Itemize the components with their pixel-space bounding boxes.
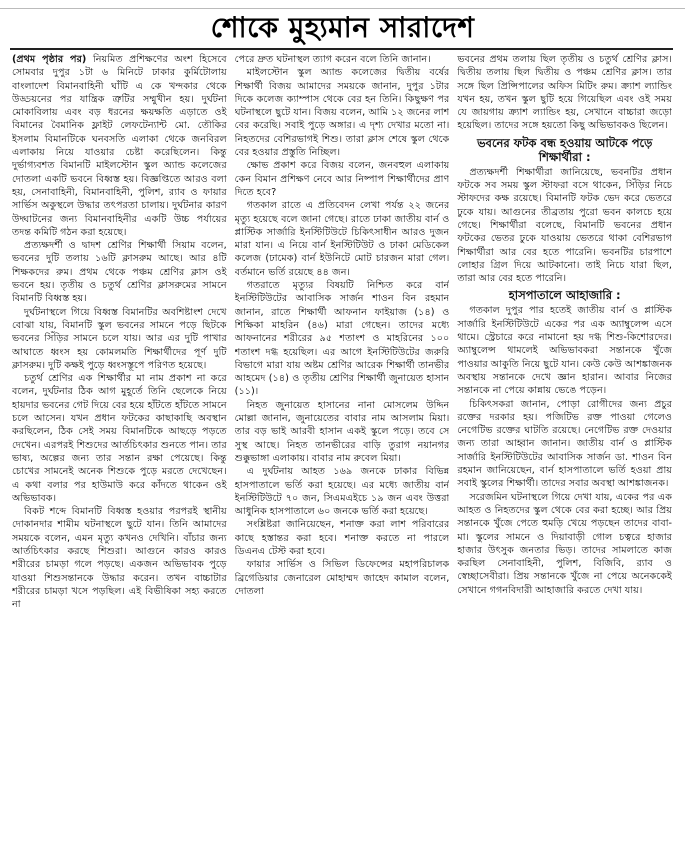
paragraph: মাইলস্টোন স্কুল অ্যান্ড কলেজের দ্বিতীয় বর্ষের শিক্ষার্থী বিজয় আমাদের সময়কে জানান, দুপুর ১টার দিকে কলেজ ক্যাম্পাস থেকে বের হন তিনি। কিছুক্ষণ পর ঘটনাস্থলে ছুটে যান। বিজয় বলেন, আমি ১২ জনের লাশ বের করেছি। সবাই পুড়ে অঙ্গার। এ দৃশ্য দেখার মতো না। নিহতদের বেশিরভাগই শিশু। তারা ক্লাস শেষে স্কুল থেকে বের হওয়ার প্রস্তুতি নিচ্ছিল। xyxy=(234,67,450,159)
article-body xyxy=(12,53,672,859)
paragraph: গতকাল দুপুর পার হতেই জাতীয় বার্ন ও প্লাস্টিক সার্জারি ইনস্টিটিউটে একের পর এক অ্যাম্বুলেন্স এসে থামে। স্ট্রেচারে করে নামানো হয় দগ্ধ শিশু-কিশোরদের। অ্যাম্বুলেন্স থামলেই অভিভাবকরা সন্তানকে খুঁজে পাওয়ার আকুতি নিয়ে ছুটে যান। কেউ কেউ আশঙ্কাজনক অবস্থায় সন্তানকে দেখে জ্ঞান হারান। আবার নিজের সন্তানকে না পেয়ে কান্নায় ভেঙে পড়েন। xyxy=(457,305,673,397)
paragraph: সংশ্লিষ্টরা জানিয়েছেন, শনাক্ত করা লাশ পরিবারের কাছে হস্তান্তর করা হবে। শনাক্ত করতে না পারলে ডিএনএ টেস্ট করা হবে। xyxy=(234,519,450,557)
column-1 xyxy=(12,53,227,859)
paragraph: বিকট শব্দে বিমানটি বিধ্বস্ত হওয়ার পরপরই স্থানীয় দোকানদার শামীম ঘটনাস্থলে ছুটে যান। তিনি আমাদের সময়কে বলেন, এমন মৃত্যু কখনও দেখিনি। বাঁচার জন্য আর্তচিৎকার করছে শিশুরা। আগুনে কারও কারও শরীরের চামড়া গলে পড়ছে। একজন অভিভাবক পুড়ে যাওয়া শিশুসন্তানকে উদ্ধার করেন। তখন বাচ্চাটার শরীরের চামড়া খসে পড়ছিল। এই বিভীষিকা সহ্য করতে না xyxy=(12,506,227,611)
column-3 xyxy=(457,53,672,859)
paragraph: সরেজমিন ঘটনাস্থলে গিয়ে দেখা যায়, একের পর এক আহত ও নিহতদের স্কুল থেকে বের করা হচ্ছে। আর প্রিয় সন্তানকে খুঁজে পেতে হুমড়ি খেয়ে পড়ছেন তাদের বাবা-মা। স্কুলের সামনে ও দিয়াবাড়ী গোল চত্বরে হাজার হাজার উৎসুক জনতার ভিড়। তাদের সামলাতে কাজ করছিল সেনাবাহিনী, পুলিশ, বিজিবি, র‍্যাব ও স্বেচ্ছাসেবীরা। প্রিয় সন্তানকে খুঁজে না পেয়ে অনেককেই সেখানে গগনবিদারী আহাজারি করতে দেখা যায়। xyxy=(457,491,673,596)
paragraph-text: নিয়মিত প্রশিক্ষণের অংশ হিসেবে সোমবার দুপুর ১টা ৬ মিনিটে ঢাকার কুর্মিটোলায় বাংলাদেশ বিমানবাহিনী ঘাঁটি এ কে খন্দকার থেকে উড্ডয়নের পর যান্ত্রিক ত্রুটির সম্মুখীন হয়। দুর্ঘটনা মোকাবিলায় এবং বড় ধরনের ক্ষয়ক্ষতি এড়াতে ওই বিমানের বৈমানিক ফ্লাইট লেফটেন্যান্ট মো. তৌকির ইসলাম বিমানটিকে ঘনবসতি এলাকা থেকে জনবিরল এলাকায় নিয়ে যাওয়ার চেষ্টা করেছিলেন। কিন্তু দুর্ভাগ্যবশত বিমানটি মাইলস্টোন স্কুল অ্যান্ড কলেজের দোতলা একটি ভবনে বিধ্বস্ত হয়। বিজ্ঞপ্তিতে আরও বলা হয়, সেনাবাহিনী, বিমানবাহিনী, পুলিশ, র‍্যাব ও ফায়ার সার্ভিস অকুস্থলে উদ্ধার তৎপরতা চালায়। দুর্ঘটনার কারণ উদ্ঘাটনের জন্য বিমানবাহিনীর একটি উচ্চ পর্যায়ের তদন্ত কমিটি গঠন করা হয়েছে। xyxy=(12,54,227,238)
subheading: হাসপাতালে আহাজারি : xyxy=(508,288,621,303)
paragraph: গতরাতে মৃত্যুর বিষয়টি নিশ্চিত করে বার্ন ইনস্টিটিউটের আবাসিক সার্জন শাওন বিন রহমান জানান, রাতে শিক্ষার্থী আফনান ফাইয়াজ (১৪) ও শিক্ষিকা মাহরিন (৪৬) মারা গেছেন। তাদের মধ্যে আফনানের শরীরের ৯৫ শতাংশ ও মাহরিনের ১০০ শতাংশ দগ্ধ হয়েছিল। এর আগে ইনস্টিটিউটের জরুরি বিভাগে মারা যায় অষ্টম শ্রেণির আরেক শিক্ষার্থী তানভীর আহমেদ (১৪) ও তৃতীয় শ্রেণির শিক্ষার্থী জুনায়েত হাসান (১১)। xyxy=(234,280,450,398)
paragraph: প্রত্যক্ষদর্শী শিক্ষার্থীরা জানিয়েছে, ভবনটির প্রধান ফটকে সব সময় স্কুল স্টাফরা বসে থাকেন, সিঁড়ির নিচে স্টাফদের কক্ষ রয়েছে। বিমানটি ফটক ভেদ করে ভেতরে ঢুকে যায়। আগুনের তীব্রতায় পুরো ভবন কালচে হয়ে গেছে। শিক্ষার্থীরা বলেছে, বিমানটি ভবনের প্রধান ফটকের ভেতর ঢুকে যাওয়ায় ভেতরে থাকা বেশিরভাগ শিক্ষার্থীরা আর বের হতে পারেনি। ভবনটির চারপাশে লোহার গ্রিল দিয়ে আটকানো। তাই নিচে যারা ছিল, তারা আর বের হতে পারেনি। xyxy=(457,166,673,285)
paragraph xyxy=(12,53,227,239)
subheading: ভবনের ফটক বন্ধ হওয়ায় আটকে পড়ে শিক্ষার্থীরা : xyxy=(476,135,653,164)
paragraph: চতুর্থ শ্রেণির এক শিক্ষার্থীর মা নাম প্রকাশ না করে বলেন, দুর্ঘটনার ঠিক আগ মুহূর্তে তিনি ছেলেকে নিয়ে হায়দার ভবনের গেট দিয়ে বের হয়ে হাঁটতে হাঁটতে সামনে চলে আসেন। যখন প্রধান ফটকের কাছাকাছি অবস্থান করছিলেন, ঠিক সেই সময় বিমানটিকে আছড়ে পড়তে দেখেন। এরপরই শিশুদের আর্তচিৎকার শুনতে পান। তার ভাষ্য, অল্পের জন্য তার সন্তান রক্ষা পেয়েছে। কিন্তু চোখের সামনেই অনেক শিশুকে পুড়ে মরতে দেখেছেন। এ কথা বলার পর হাউমাউ করে কাঁদতে থাকেন ওই অভিভাবক। xyxy=(12,373,227,504)
column-2 xyxy=(235,53,450,859)
headline-rule xyxy=(10,48,673,50)
paragraph: নিহত জুনায়েত হাসানের নানা মোসলেম উদ্দিন মোল্লা জানান, জুনায়েতের বাবার নাম আসলাম মিয়া। তার বড় ভাই আরবী হাসান একই স্কুলে পড়ে। তবে সে সুস্থ আছে। নিহত তানভীরের বাড়ি তুরাগ নয়ানগর শুক্কুভাঙ্গা এলাকায়। বাবার নাম রুবেল মিয়া। xyxy=(234,399,450,464)
paragraph: দুর্ঘটনাস্থলে গিয়ে বিধ্বস্ত বিমানটির অবশিষ্টাংশ দেখে বোঝা যায়, বিমানটি স্কুল ভবনের সামনে পড়ে ছিটকে ভবনের সিঁড়ির সামনে চলে যায়। আর এর দুটি পাখার আঘাতে ধ্বংস হয় কোমলমতি শিক্ষার্থীদের পূর্ণ দুটি ক্লাসরুম। দুটি কক্ষই পুড়ে ধ্বংসস্তূপে পরিণত হয়েছে। xyxy=(12,306,227,371)
paragraph: ফায়ার সার্ভিস ও সিভিল ডিফেন্সের মহাপরিচালক ব্রিগেডিয়ার জেনারেল মোহাম্মদ জাহেদ কামাল বলেন, দোতলা xyxy=(234,559,450,597)
continued-from-label: (প্রথম পৃষ্ঠার পর) xyxy=(12,54,87,65)
paragraph: পেরে দ্রুত ঘটনাস্থল ত্যাগ করেন বলে তিনি জানান। xyxy=(234,54,431,65)
paragraph: চিকিৎসকরা জানান, পোড়া রোগীদের জন্য প্রচুর রক্তের দরকার হয়। পজিটিভ রক্ত পাওয়া গেলেও নেগেটিভ রক্তের ঘাটতি রয়েছে। নেগেটিভ রক্ত দেওয়ার জন্য তারা আহ্বান জানান। জাতীয় বার্ন ও প্লাস্টিক সার্জারি ইনস্টিটিউটের আবাসিক সার্জন ডা. শাওন বিন রহমান জানিয়েছেন, বার্ন হাসপাতালে ভর্তি হওয়া প্রায় সবাই স্কুলের শিক্ষার্থী। তাদের সবার অবস্থা আশঙ্কাজনক। xyxy=(457,398,673,490)
paragraph: ভবনের প্রথম তলায় ছিল তৃতীয় ও চতুর্থ শ্রেণির ক্লাস। দ্বিতীয় তলায় ছিল দ্বিতীয় ও পঞ্চম শ্রেণির ক্লাস। তার সঙ্গে ছিল প্রিন্সিপালের অফিস মিটিং রুম। ক্র্যাশ ল্যান্ডিং যখন হয়, তখন স্কুল ছুটি হয়ে গিয়েছিল এবং ওই সময় যে জায়গায় ক্র্যাশ ল্যান্ডিং হয়, সেখানে বাচ্চারা জড়ো হয়েছিল। তাদের সঙ্গে হয়তো কিছু অভিভাবকও ছিলেন। xyxy=(457,54,673,132)
paragraph: প্রত্যক্ষদর্শী ও দ্বাদশ শ্রেণির শিক্ষার্থী সিয়াম বলেন, ভবনের দুটি তলায় ১৬টি ক্লাসরুম আছে। আর ৪টি শিক্ষকদের রুম। প্রথম থেকে পঞ্চম শ্রেণির ক্লাস ওই ভবনে হয়। তৃতীয় ও চতুর্থ শ্রেণির ক্লাসরুমের সামনে বিমানটি বিধ্বস্ত হয়। xyxy=(12,240,227,305)
page-title: শোকে মুহ্যমান সারাদেশ xyxy=(210,11,475,44)
paragraph: গতকাল রাতে এ প্রতিবেদন লেখা পর্যন্ত ২২ জনের মৃত্যু হয়েছে বলে জানা গেছে। রাতে ঢাকা জাতীয় বার্ন ও প্লাস্টিক সার্জারি ইনস্টিটিউটে চিকিৎসাধীন আরও দুজন মারা যান। এ নিয়ে বার্ন ইনস্টিটিউট ও ঢাকা মেডিকেল কলেজ (ঢামেক) বার্ন ইউনিটে মোট চারজন মারা গেল। বর্তমানে ভর্তি রয়েছে ৪৪ জন। xyxy=(234,200,450,278)
top-strip xyxy=(0,0,685,9)
paragraph: এ দুর্ঘটনায় আহত ১৬৯ জনকে ঢাকার বিভিন্ন হাসপাতালে ভর্তি করা হয়েছে। এর মধ্যে জাতীয় বার্ন ইনস্টিটিউটে ৭০ জন, সিএমএইচে ১৯ জন এবং উত্তরা আধুনিক হাসপাতালে ৬০ জনকে ভর্তি করা হয়েছে। xyxy=(234,466,450,518)
paragraph: ক্ষোভ প্রকাশ করে বিজয় বলেন, জনবহুল এলাকায় কেন বিমান প্রশিক্ষণ নেবে আর নিষ্পাপ শিক্ষার্থীদের প্রাণ দিতে হবে? xyxy=(234,160,450,198)
